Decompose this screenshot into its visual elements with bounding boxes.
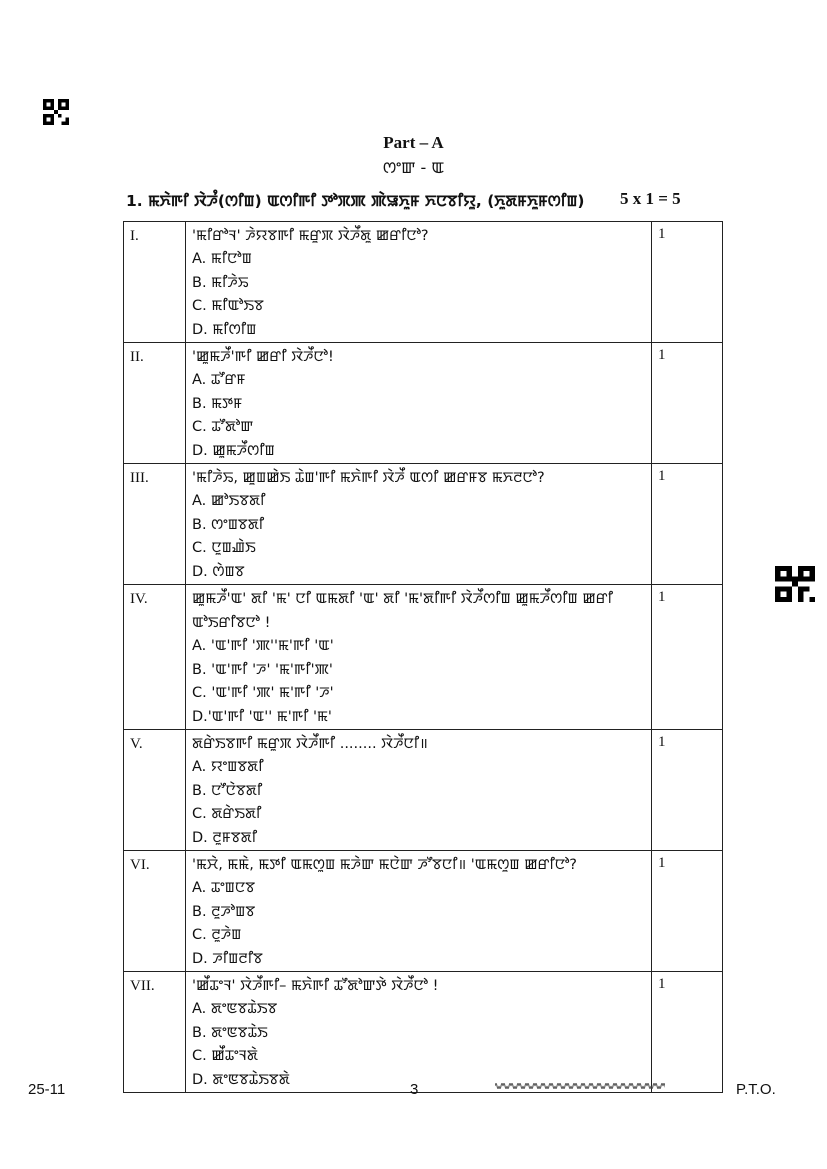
question-mark: 1 (652, 972, 723, 1093)
answer-option: D. ꯀꯨꯃꯍꯩꯁꯤꯡ (192, 442, 275, 459)
answer-option: D.'ꯑ'ꯒꯤ 'ꯑ'' ꯃ'ꯒꯤ 'ꯃ' (192, 708, 332, 725)
question-text: 'ꯀꯨꯃꯍꯩ'ꯒꯤ ꯀꯔꯤ ꯋꯥꯍꯩꯅꯣ! (192, 349, 334, 365)
question-number: VII. (124, 972, 186, 1093)
answer-option: A. ꯃꯤꯅꯣꯡ (192, 251, 252, 267)
question-text: ꯗꯔꯥꯏꯕꯒꯤ ꯃꯔꯨꯞ ꯋꯥꯍꯩꯒꯤ ........ ꯋꯥꯍꯩꯅꯤ॥ (192, 736, 428, 752)
question-text: 'ꯃꯤꯔꯣꯜ' ꯍꯥꯌꯕꯒꯤ ꯃꯔꯨꯞ ꯋꯥꯍꯩꯗꯨ ꯀꯔꯤꯅꯣ? (192, 228, 429, 244)
question-body (186, 464, 652, 585)
question-row (124, 851, 723, 972)
answer-option: B. ꯃꯇꯝ (192, 395, 243, 412)
answer-option: D. ꯍꯤꯡꯂꯤꯕ (192, 950, 263, 967)
answer-option: B. 'ꯑ'ꯒꯤ 'ꯍ' 'ꯃ'ꯒꯤ'ꯄ' (192, 661, 333, 678)
part-title: Part – A (383, 133, 444, 152)
question-mark: 1 (652, 222, 723, 343)
question-mark: 1 (652, 851, 723, 972)
question-mark: 1 (652, 730, 723, 851)
question-number: III. (124, 464, 186, 585)
answer-option: B. ꯅꯧꯅꯥꯕꯗꯤ (192, 782, 263, 799)
answer-option: C. ꯊꯧꯗꯣꯛ (192, 419, 254, 435)
paper-code: 25-11 (28, 1081, 66, 1098)
question-body (186, 972, 652, 1093)
question-text: 'ꯀꯩꯊꯦꯜ' ꯋꯥꯍꯩꯒꯤ– ꯃꯈꯥꯒꯤ ꯊꯧꯗꯣꯛꯇꯥ ꯋꯥꯍꯩꯅꯣ ! (192, 978, 439, 994)
qr-code-icon (43, 99, 69, 125)
answer-option: D. ꯗꯦꯟꯕꯊꯥꯏꯕꯗꯥ (192, 1071, 290, 1088)
answer-option: C. 'ꯑ'ꯒꯤ 'ꯄ' ꯃ'ꯒꯤ 'ꯍ' (192, 685, 334, 701)
question-body (186, 222, 652, 343)
answer-option: D. ꯃꯤꯁꯤꯡ (192, 321, 257, 338)
question-heading: 1. ꯃꯈꯥꯒꯤ ꯋꯥꯍꯪ(ꯁꯤꯡ) ꯑꯁꯤꯒꯤ ꯇꯣꯞꯄ ꯄꯥꯎꯈꯨꯝ ꯈꯅꯕꯤꯌꯨ, (ꯈꯨꯗꯝꯈꯨꯝꯁꯤꯡ) (126, 192, 585, 210)
question-number: I. (124, 222, 186, 343)
question-body (186, 585, 652, 730)
answer-option: D. ꯂꯨꯝꯕꯗꯤ (192, 829, 258, 846)
question-body (186, 730, 652, 851)
answer-option: C. ꯃꯤꯑꯣꯏꯕ (192, 298, 264, 314)
answer-option: D. ꯁꯥꯡꯕ (192, 563, 245, 580)
question-mark: 1 (652, 464, 723, 585)
answer-option: B. ꯃꯤꯍꯥꯢ (192, 274, 249, 291)
question-row (124, 585, 723, 730)
question-body (186, 851, 652, 972)
answer-option: C. ꯀꯩꯊꯦꯜꯗꯥ (192, 1048, 258, 1064)
question-number: II. (124, 343, 186, 464)
answer-option: A. ꯊꯧꯔꯝ (192, 372, 246, 388)
question-mark: 1 (652, 343, 723, 464)
question-row (124, 730, 723, 851)
question-text: 'ꯃꯆꯥ, ꯃꯃꯥ, ꯃꯇꯤ ꯑꯃꯁꯨꯡ ꯃꯍꯥꯛ ꯃꯅꯥꯛ ꯍꯧꯕꯅꯤ॥ 'ꯑꯃꯁꯨꯡ ꯀꯔꯤꯅꯣ? (192, 857, 577, 873)
please-turn-over: P.T.O. (736, 1081, 776, 1098)
question-row (124, 343, 723, 464)
answer-option: C. ꯗꯔꯥꯏꯗꯤ (192, 806, 262, 822)
question-marks: 5 x 1 = 5 (620, 189, 681, 208)
question-number: IV. (124, 585, 186, 730)
answer-option: A. ꯀꯣꯏꯕꯗꯤ (192, 493, 266, 509)
answer-option: A. ꯗꯦꯟꯕꯊꯥꯏꯕ (192, 1001, 278, 1017)
answer-option: B. ꯂꯨꯍꯣꯡꯕ (192, 903, 256, 920)
question-mark: 1 (652, 585, 723, 730)
answer-option: A. ꯊꯦꯡꯅꯕ (192, 880, 256, 896)
wavy-line-decoration (495, 1080, 665, 1092)
question-number: V. (124, 730, 186, 851)
answer-option: A. 'ꯑ'ꯒꯤ 'ꯄ''ꯃ'ꯒꯤ 'ꯑ' (192, 638, 334, 654)
question-text: 'ꯃꯤꯍꯥꯢ, ꯀꯨꯡꯀꯥꯏ ꯊꯥꯡ'ꯒꯤ ꯃꯈꯥꯒꯤ ꯋꯥꯍꯩ ꯑꯁꯤ ꯀꯔꯝꯕ ꯃꯈꯂꯅꯣ? (192, 470, 545, 486)
part-subtitle: ꯁꯦꯛ - ꯑ (382, 158, 445, 177)
page-number: 3 (410, 1081, 419, 1098)
answer-option: C. ꯅꯨꯡꯉꯥꯏ (192, 540, 256, 556)
answer-option: B. ꯗꯦꯟꯕꯊꯥꯏ (192, 1024, 268, 1041)
question-text: ꯀꯨꯃꯍꯩ'ꯑ' ꯗꯤ 'ꯃ' ꯅꯤ ꯑꯃꯗꯤ 'ꯑ' ꯗꯤ 'ꯃ'ꯗꯤꯒꯤ ꯋꯥꯍꯩꯁꯤꯡ ꯀꯨꯃꯍꯩꯁꯤꯡ ꯀꯔꯤ ꯑꯣꯏꯔꯤꯕꯅꯣ ! (192, 591, 613, 631)
answer-option: C. ꯂꯨꯍꯥꯡ (192, 927, 242, 943)
question-row (124, 972, 723, 1093)
answer-option: A. ꯌꯦꯡꯕꯗꯤ (192, 759, 264, 775)
question-body (186, 343, 652, 464)
answer-option: B. ꯁꯦꯡꯕꯗꯤ (192, 516, 265, 533)
question-number: VI. (124, 851, 186, 972)
questions-table (123, 221, 723, 1093)
question-row (124, 222, 723, 343)
question-row (124, 464, 723, 585)
qr-code-icon (775, 566, 815, 602)
